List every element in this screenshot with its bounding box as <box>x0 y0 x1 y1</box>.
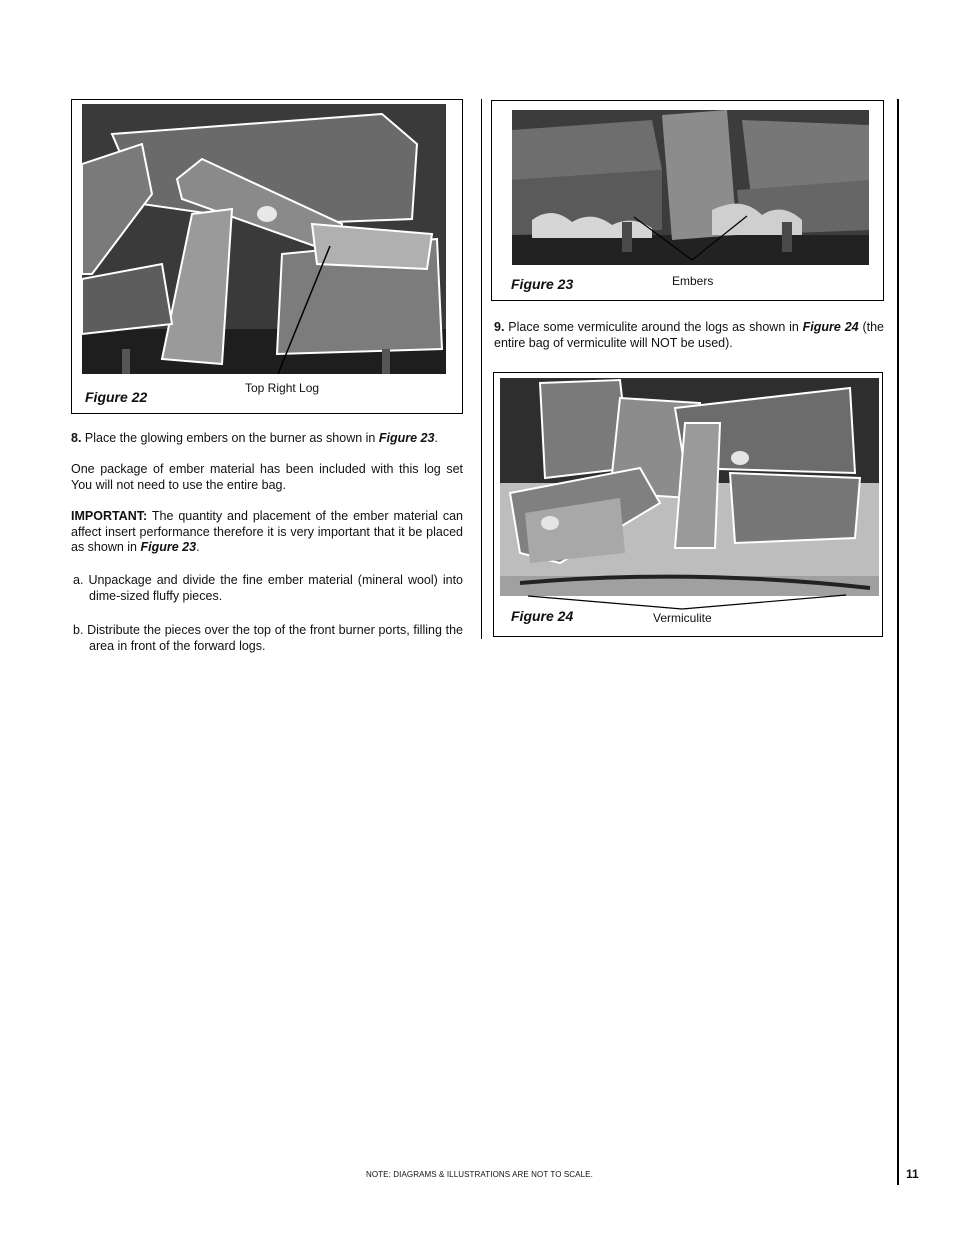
step-9-end: (the entire bag of vermiculite will NOT be used). <box>494 320 884 350</box>
step-8-end: . <box>434 431 438 445</box>
figure-22-callout: Top Right Log <box>245 381 320 395</box>
scale-note: NOTE: DIAGRAMS & ILLUSTRATIONS ARE NOT TO SCALE. <box>366 1170 593 1179</box>
important-text: The quantity and placement of the ember material can affect insert performance therefore it is very important that it be placed as shown in <box>71 509 464 554</box>
step-9-number: 9. <box>494 320 505 334</box>
step-8-number: 8. <box>71 431 82 445</box>
figure-23-callout: Embers <box>672 274 714 288</box>
column-divider <box>481 99 482 639</box>
step-b: b. Distribute the pieces over the top of the front burner ports, filling the area in front of the forward logs. <box>73 623 463 653</box>
step-8-figure-ref: Figure 23 <box>378 431 435 445</box>
step-8 <box>71 431 463 447</box>
step-8-text: Place the glowing embers on the burner as shown in <box>84 431 379 445</box>
step-a: a. Unpackage and divide the fine ember material (mineral wool) into dime-sized fluffy pieces. <box>73 573 463 603</box>
step-9-text: Place some vermiculite around the logs as shown in <box>508 320 803 334</box>
package-paragraph: One package of ember material has been included with this log set You will not need to use the entire bag. <box>71 462 463 492</box>
figure-22-label: Figure 22 <box>85 389 148 405</box>
figure-24-box <box>493 372 883 637</box>
important-label: IMPORTANT: <box>71 509 148 523</box>
figure-24-callout-lines <box>494 373 882 636</box>
figure-24-callout: Vermiculite <box>653 611 712 625</box>
figure-23-label: Figure 23 <box>511 276 574 292</box>
figure-22-box <box>71 99 463 414</box>
page-right-border <box>897 99 899 1185</box>
figure-23-box <box>491 100 884 301</box>
step-9 <box>494 320 884 351</box>
figure-22-photo <box>82 104 446 374</box>
page-number: 11 <box>906 1167 919 1181</box>
figure-24-label: Figure 24 <box>511 608 574 624</box>
step-9-figure-ref: Figure 24 <box>802 320 859 334</box>
figure-23-photo <box>512 110 869 265</box>
important-paragraph <box>71 509 463 556</box>
important-end: . <box>196 540 200 554</box>
important-figure-ref: Figure 23 <box>140 540 197 554</box>
